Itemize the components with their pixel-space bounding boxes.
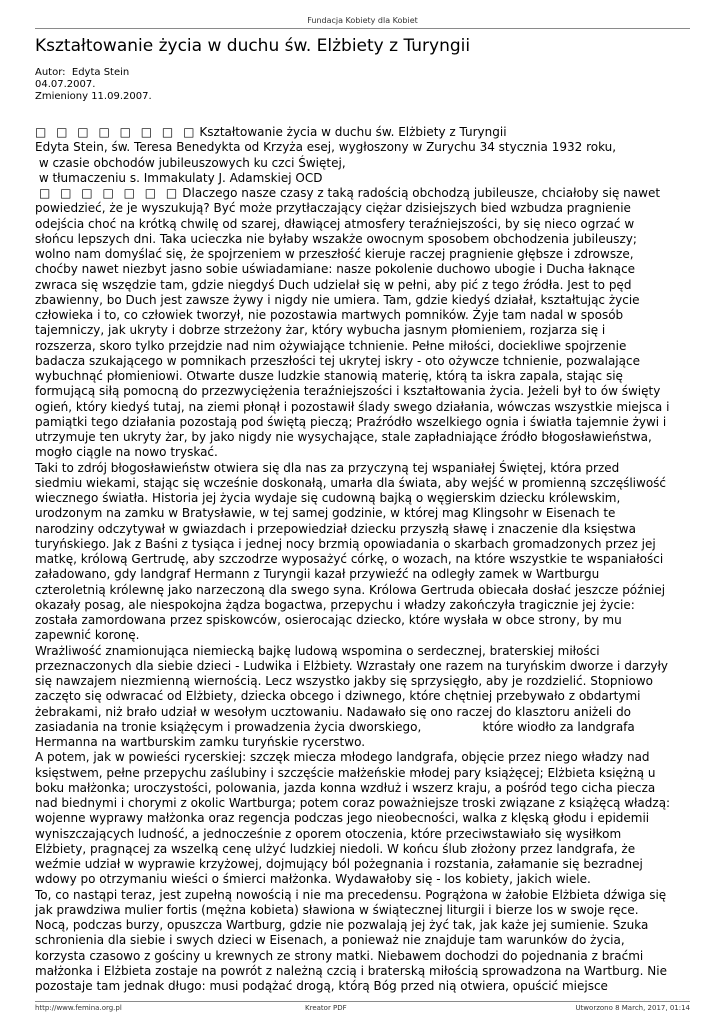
body-line: odejścia choć na krótką chwilę od szarej, dławiącej atmosfery teraźniejszości, by się nieco ogrzać w (35, 216, 635, 231)
body-line: Elżbiety, pragnącej za wszelką cenę ulżyć ludzkiej niedoli. W końcu ślub złożony przez landgrafa, że (35, 841, 636, 856)
body-line: badacza szukającego w pomnikach przeszłości tej ukrytej iskry - oto ożywcze tchnienie, pozwalające (35, 353, 640, 368)
body-line: w czasie obchodów jubileuszowych ku czci Świętej, (35, 155, 346, 170)
body-line: wdowy po otrzymaniu wieści o śmierci małżonka. Wydawałoby się - los kobiety, jakich wiele. (35, 872, 591, 887)
body-line: utrzymuje ten ukryty żar, by jako nigdy nie wysychające, stale zapładniające źródło błogosławieństwa, (35, 430, 652, 444)
body-line: A potem, jak w powieści rycerskiej: szczęk miecza młodego landgrafa, objęcie przez niego władzy nad (35, 750, 650, 765)
body-line: czteroletnią królewnę jako narzeczoną dla swego syna. Królowa Gertruda obiecała dosłać jeszcze później (35, 582, 666, 597)
body-line: wolno nam domyślać się, że spojrzeniem w przeszłość kieruje raczej pragnienie głębsze i zdrowsze, (35, 247, 634, 261)
body-line: księstwem, pełne przepychu zaślubiny i szczęście małżeńskie młodej pary książęcej; Elżbieta księżną u (35, 765, 656, 780)
body-line: schronienia dla siebie i swych dzieci w Eisenach, a ponieważ nie znajduje tam warunków do życia, (35, 933, 625, 948)
body-line: przeznaczonych dla siebie dzieci - Ludwika i Elżbiety. Wzrastały one razem na turyńskim dworze i darzyły (35, 658, 669, 673)
body-line-text: Dlaczego nasze czasy z taką radością obchodzą jubileusze, chciałoby się nawet (182, 186, 661, 200)
body-line (35, 186, 705, 201)
body-line: nad biednymi i chorymi z okolic Wartburga; potem coraz poważniejsze troski związane z książęcą władzą: (35, 796, 671, 810)
body-line: okazały posag, ale niespokojna żądza bogactwa, przepychu i władzy zakończyła tragicznie jej życie: (35, 597, 635, 612)
body-line: siedmiu wiekami, stając się wcześnie doskonałą, umarła dla świata, aby wejść w promienną szczęśliwość (35, 475, 667, 490)
body-line: zapewnić koronę. (35, 628, 140, 643)
body-line: Nocą, podczas burzy, opuszcza Wartburg, gdzie nie pozwalają jej żyć tak, jak każe jej sumienie. Szuka (35, 918, 649, 932)
footer-url-link[interactable]: http://www.femina.org.pl (35, 1004, 122, 1012)
header-rule (35, 28, 690, 29)
body-line: małżonka i Elżbieta zostaje na powrót z należną czcią i braterską miłością sprowadzona na Wartburg. Nie (35, 963, 667, 978)
modified-date: Zmieniony 11.09.2007. (35, 91, 152, 102)
body-line: tajemniczy, jak ukryty i dobrze strzeżony żar, który wybucha jasnym płomieniem, rozjarza się i (35, 323, 606, 338)
site-name: Fundacja Kobiety dla Kobiet (307, 16, 418, 25)
body-line: załadowano, gdy landgraf Hermann z Turyngii kazał przywieźć na odległy zamek w Wartburgu (35, 567, 600, 582)
body-line: To, co nastąpi teraz, jest zupełną nowością i nie ma precedensu. Pogrążona w żałobie Elżbieta dźwiga się (35, 887, 667, 902)
article-body (35, 125, 705, 994)
body-line: Edyta Stein, św. Teresa Benedykta od Krzyża esej, wygłoszony w Zurychu 34 stycznia 1932 roku, (35, 140, 617, 155)
body-line: zasiadania na tronie książęcym i prowadzenia życia dworskiego, które wiodło za landgrafa (35, 719, 635, 734)
body-line: korzysta czasowo z gościny u krewnych ze strony matki. Niebawem dochodzi do pojednania z braćmi (35, 948, 644, 963)
body-line: ogień, który kiedyś tutaj, na ziemi płonął i pozostawił ślady swego działania, wówczas wszystkie miejsca i (35, 399, 670, 414)
body-line: w tłumaczeniu s. Immakulaty J. Adamskiej OCD (35, 170, 323, 185)
footer-rule (35, 1001, 690, 1002)
created-date: 04.07.2007. (35, 79, 96, 90)
body-line: Taki to zdrój błogosławieństw otwiera się dla nas za przyczyną tej wspaniałej Świętej, która przed (35, 460, 620, 475)
article-meta (35, 67, 152, 103)
body-line: narodziny odczytywał w gwiazdach i przepowiedział dziecku przyszłą sławę i znaczenie dla księstwa (35, 521, 636, 536)
body-line: mogło ciągle na nowo tryskać. (35, 445, 218, 460)
body-line: słońcu lepszych dni. Taka ucieczka nie byłaby wszakże owocnym sposobem obchodzenia jubileuszy; (35, 231, 637, 246)
body-line: się nawzajem niezmienną wiernością. Lecz wszystko jakby się sprzysięgło, aby je rozdzielić. Stopniowo (35, 674, 653, 688)
body-line: jak prawdziwa mulier fortis (mężna kobieta) sławiona w świątecznej liturgii i bierze los w swoje ręce. (35, 902, 639, 917)
body-line: urodzonym na zamku w Bratysławie, w tej samej godzinie, w której mag Klingsohr w Eisenach te (35, 506, 616, 521)
body-line: zaczęto się odwracać od Elżbiety, dziecka obcego i dziwnego, które chętniej przebywało z obdartymi (35, 689, 641, 704)
body-line: weźmie udział w wyprawie krzyżowej, dojmujący ból pożegnania i rozstania, załamanie się bezradnej (35, 857, 643, 871)
body-line: boku małżonka; uroczystości, polowania, jazda konna wzdłuż i wszerz kraju, a pośród tego cicha piecza (35, 780, 656, 795)
article-title: Kształtowanie życia w duchu św. Elżbiety z Turyngii (35, 36, 471, 56)
body-line: wyniszczających ludność, a jednocześnie z oporem otoczenia, które przeciwstawiało się wysiłkom (35, 826, 622, 841)
footer-created-date: Utworzono 8 March, 2017, 01:14 (575, 1004, 690, 1012)
body-line: Wrażliwość znamionująca niemiecką bajkę ludową wspomina o serdecznej, braterskiej miłości (35, 643, 600, 658)
body-line: matkę, królową Gertrudę, aby szczodrze wyposażyć córkę, o wozach, na które wszystkie te wspaniałości (35, 552, 664, 566)
body-line: została zamordowana przez spiskowców, osierocając dziecko, które wysłała w obce strony, by mu (35, 613, 622, 627)
body-line: wybuchnąć płomieniowi. Otwarte dusze ludzkie stanowią materię, którą ta iskra zapala, stając się (35, 369, 623, 383)
body-line: pozostaje tam jednak długo: musi podążać drogą, którą Bóg przed nią otwiera, opuścić miejsce (35, 979, 608, 993)
body-line (35, 125, 705, 140)
glyph-marks: □ □ □ □ □ □ □ □ (35, 125, 198, 139)
glyph-marks: □ □ □ □ □ □ □ (39, 186, 181, 200)
body-line: wojenne wyprawy małżonka oraz regencja podczas jego nieobecności, walka z klęską głodu i epidemii (35, 811, 650, 826)
body-line: rozszerza, skoro tylko przejdzie nad nim ożywiające tchnienie. Pełne miłości, dociekliwe spojrzenie (35, 338, 627, 353)
body-line: zbawienny, bo Duch jest zawsze żywy i nigdy nie umiera. Tam, gdzie kiedyś działał, kształtując życie (35, 292, 640, 307)
body-line: żebrakami, niż brało udział w wesołym ucztowaniu. Nadawało się ono raczej do klasztoru aniżeli do (35, 704, 632, 719)
body-line: formującą siłą pomocną do przezwyciężenia teraźniejszości i kształtowania życia. Jeżeli był to ów święty (35, 384, 661, 399)
body-line: turyńskiego. Jak z Baśni z tysiąca i jednej nocy brzmią opowiadania o skarbach gromadzonych przez jej (35, 536, 656, 551)
body-line: Hermanna na wartburskim zamku turyńskie rycerstwo. (35, 735, 366, 749)
author-line: Autor: Edyta Stein (35, 67, 130, 78)
body-line: pamiątki tego działania pozostają pod świętą pieczą; Praźródło wszelkiego ognia i światła tajemnie żywi i (35, 414, 667, 429)
footer-generator: Kreator PDF (305, 1004, 347, 1012)
body-line-text: Kształtowanie życia w duchu św. Elżbiety z Turyngii (199, 125, 507, 139)
body-line: zwraca się wszędzie tam, gdzie niegdyś Duch udzielał się w pełni, aby pić z tego źródła. Jest to pęd (35, 277, 632, 292)
body-line: człowieka i to, co człowiek tworzył, nie pozostawia martwych pomników. Żyje tam nadal w sposób (35, 308, 624, 322)
body-line: wiecznego światła. Historia jej życia wydaje się cudowną bajką o węgierskim dziecku królewskim, (35, 491, 621, 505)
body-line: choćby nawet niezbyt jasno sobie uświadamiane: nasze pokolenie duchowo ubogie i Ducha łaknące (35, 262, 636, 277)
body-line: powiedzieć, że je wyszukują? Być może przytłaczający ciężar dzisiejszych bied wzbudza pragnienie (35, 201, 631, 216)
